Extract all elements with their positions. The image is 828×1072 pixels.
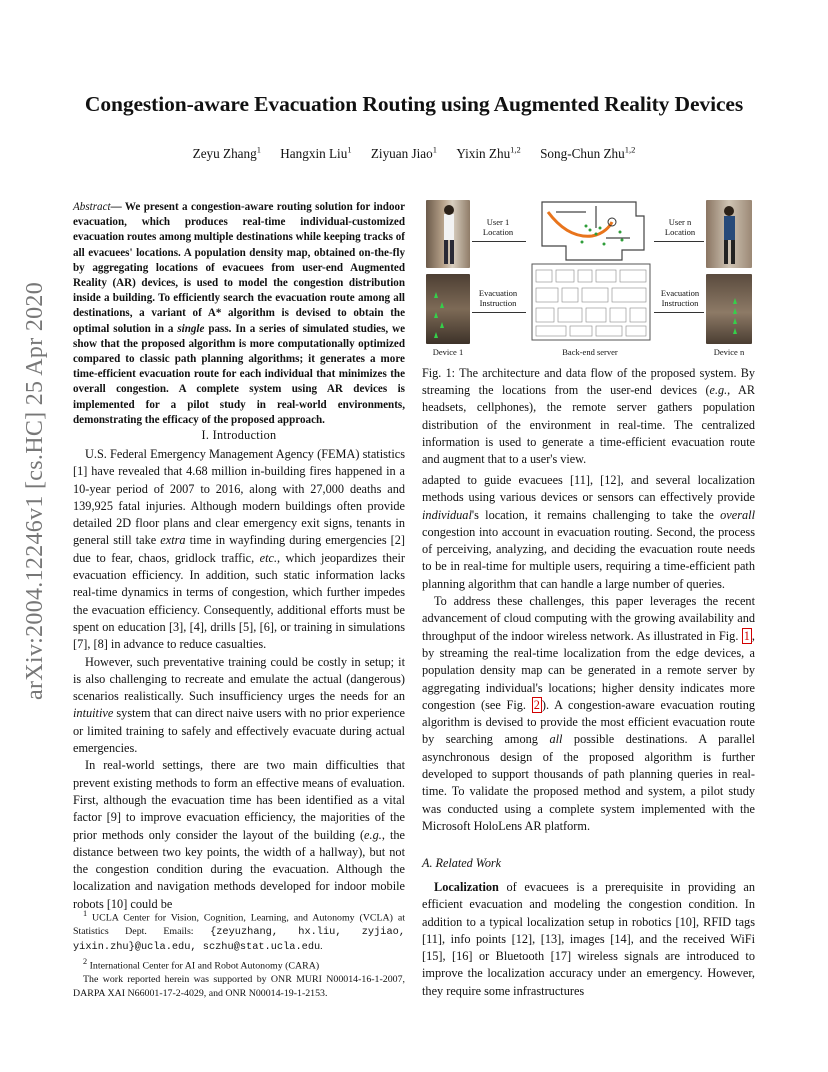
paragraph: U.S. Federal Emergency Management Agency (FEMA) statistics [1] have revealed that 4.68 million in-building fires happened in a 10-year period of 2007 to 2016, along with 27,000 deaths and 139,925 fatal injuries. Although modern buildings often provide detailed 2D floor plans and clear emergency exit signs, tenants in general still take extra time in wayfinding during emergencies [2] due to fear, chaos, gridlock traffic, etc., which jeopardizes their evacuation efficiency. In addition, such static information lacks real-time dynamics in terms of congestion, which further impedes the evacuation efficiency. Consequently, additional efforts must be spent on education [3], [4], drills [5], [6], or training in simulations [7], [8] in advance to reduce casualties. — [73, 447, 406, 652]
footnote: The work reported herein was supported by ONR MURI N00014-16-1-2007, DARPA XAI N66001-17-2-4029, and ONR N00014-19-1-2153. — [73, 973, 405, 999]
footnote: $^1$ UCLA Center for Vision, Cognition, Learning, and Autonomy (VCLA) at Statistics Dept. Emails: {zeyuzhang, hx.liu, zyjiao, yixin.zhu}@ucla.edu, sczhu@stat.ucla.edu. — [73, 909, 405, 953]
label-evacuation-instruction-right: Evacuation Instruction — [660, 288, 700, 308]
abstract-label: Abstract — [73, 201, 111, 213]
section-heading-introduction: I. Introduction — [201, 428, 277, 442]
figure-1-link[interactable]: 1 — [743, 628, 750, 643]
paragraph: To address these challenges, this paper leverages the recent advancement of cloud computing with the growing availability and throughput of the indoor wireless network. As illustrated in Fig. 1 , by streaming the real-time localization from the edge devices, a population density map can be generated in a remote server by aggregating individual's locations; higher density indicates more congestion (see Fig. 2 ). A congestion-aware evacuation routing algorithm is devised to provide the most efficient evacuation route by searching among all possible destinations. A parallel asynchronous design of the proposed algorithm is further developed to support thousands of path planning queries in real-time. To validate the proposed method and system, a pilot study was conducted using a complete system implemented with the Microsoft HoloLens AR platform. — [422, 594, 755, 833]
paragraph: However, such preventative training could be costly in setup; it is also challenging to recreate and emulate the actual (dangerous) scenarios realistically. Such insufficiency urges the needs for an intuitive system that can direct naive users with no prior experience or limited training to safely and effectively evacuate during actual emergencies. — [73, 654, 405, 756]
label-device-1: Device 1 — [432, 347, 464, 357]
subsection-heading-related-work: A. Related Work — [422, 856, 502, 870]
green-arrows-icon — [426, 274, 470, 344]
author: Hangxin Liu$^1$ — [280, 145, 352, 162]
author: Zeyu Zhang$^1$ — [192, 145, 261, 162]
paragraph: In real-world settings, there are two main difficulties that prevent existing methods to form an effective means of evaluation. First, although the evacuation time has been identified as a vital factor [9] to improve evacuation efficiency, the majorities of the prior methods only consider the layout of the building (e.g., the distance between two key points, the width of a hallway), but not the congestion condition during the evacuation. Although the localization and navigation methods developed for indoor mobile robots [10] could be — [73, 758, 406, 911]
person-icon — [706, 200, 752, 268]
upload-arrow-left — [472, 241, 526, 242]
download-arrow-right — [654, 312, 704, 313]
paragraph: adapted to guide evacuees [11], [12], and several localization methods using various devices or sensors can effectively provide individual's location, it remains challenging to take the overall congestion into account in evacuation routing. Second, the process of perceiving, analyzing, and deciding the evacuation route needs to be in real-time for multiple users, requiring a time-efficient path planning algorithm that can handle a large number of queries. — [422, 473, 755, 591]
devicen-ar-view — [706, 274, 752, 344]
left-column-body — [73, 446, 405, 913]
arxiv-identifier: arXiv:2004.12246v1 [cs.HC] 25 Apr 2020 — [22, 281, 48, 700]
author: Song-Chun Zhu$^{1,2}$ — [540, 145, 636, 162]
label-user1-location: User 1 Location — [482, 217, 514, 237]
figure-1-caption: Fig. 1: The architecture and data flow of the proposed system. By streaming the locations from the user-end devices (e.g., AR headsets, cellphones), the remote server gathers population distribution of the environment in real-time. The centralized information is used to generate a time-efficient evacuation route and augment that to a user's view. — [422, 366, 755, 467]
footnote: $^2$ International Center for AI and Robot Autonomy (CARA) — [83, 956, 320, 971]
author: Ziyuan Jiao$^1$ — [370, 145, 438, 162]
figure-1 — [422, 196, 755, 358]
paragraph: Localization of evacuees is a prerequisite in providing an efficient evacuation and modeling the congestion condition. In addition to a typical localization setup in robotics [10], RFID tags [11], info points [12], [13], images [14], and the received WiFi [15], [16] or Bluetooth [17] wireless signals are introduced to improve the localization accuracy under an emergency. However, they require some infrastructures — [422, 880, 755, 998]
author-list — [0, 145, 828, 162]
green-arrows-icon — [706, 274, 752, 344]
paper-title: Congestion-aware Evacuation Routing using Augmented Reality Devices — [84, 92, 744, 116]
label-evacuation-instruction-left: Evacuation Instruction — [478, 288, 518, 308]
related-work-body — [422, 879, 755, 1000]
user1-photo — [426, 200, 470, 268]
label-device-n: Device n — [713, 347, 745, 357]
author: Yixin Zhu$^{1,2}$ — [456, 145, 521, 162]
floor-plan-map — [526, 198, 654, 344]
backend-floor-plan — [526, 198, 654, 344]
device1-ar-view — [426, 274, 470, 344]
download-arrow-left — [472, 312, 526, 313]
person-icon — [426, 200, 470, 268]
upload-arrow-right — [654, 241, 704, 242]
right-column-body — [422, 472, 755, 835]
footnotes — [73, 907, 405, 1000]
usern-photo — [706, 200, 752, 268]
figure-2-link[interactable]: 2 — [533, 697, 540, 712]
abstract: Abstract— We present a congestion-aware routing solution for indoor evacuation, which produces real-time individual-customized evacuation routes among multiple destinations while keeping tracks of all evacuees' locations. A population density map, obtained on-the-fly by aggregating locations of evacuees from user-end Augmented Reality (AR) devices, is used to model the congestion distribution inside a building. To efficiently search the evacuation route among all destinations, a variant of A* algorithm is devised to obtain the optimal solution in a single pass. In a series of simulated studies, we show that the proposed algorithm is more computationally optimized compared to classic path planning algorithms; it generates a more time-efficient evacuation route for each individual that minimizes the overall congestion. A complete system using AR devices is implemented for a pilot study in real-world environments, demonstrating the efficacy of the proposed approach. — [73, 201, 405, 426]
label-usern-location: User n Location — [664, 217, 696, 237]
label-backend-server: Back-end server — [562, 347, 618, 357]
